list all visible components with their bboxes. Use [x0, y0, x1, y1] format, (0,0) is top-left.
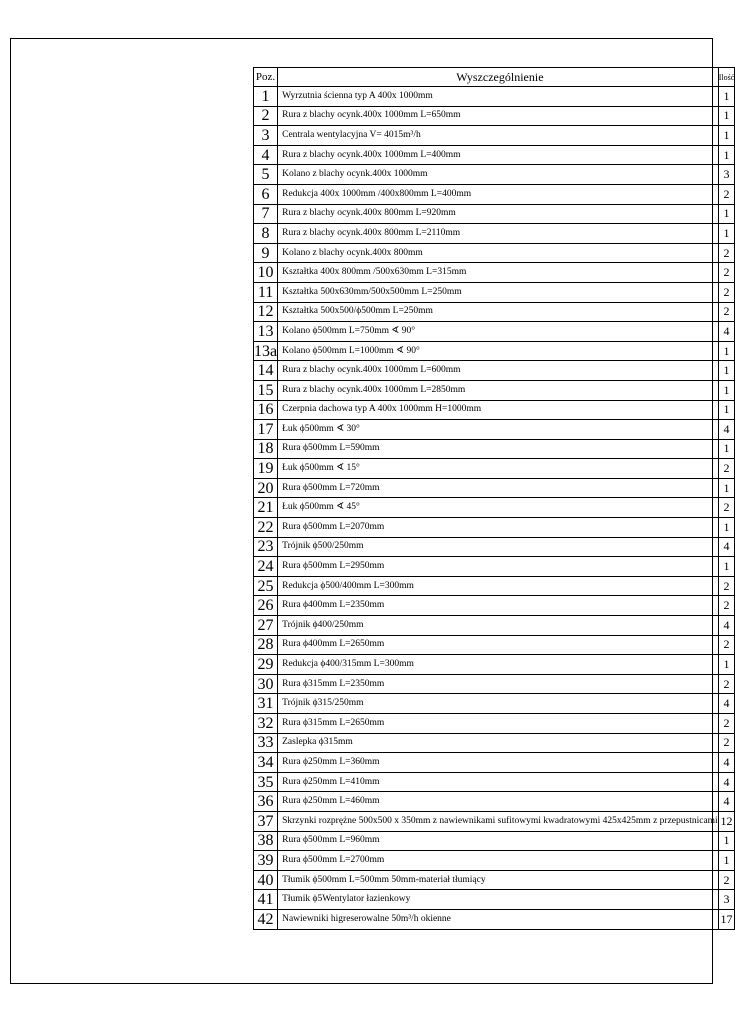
row-position: 40: [254, 870, 278, 890]
row-description: Centrala wentylacyjna V= 4015m³/h: [278, 126, 719, 146]
row-position: 13: [254, 322, 278, 342]
row-quantity: 4: [718, 322, 735, 342]
row-quantity: 4: [718, 772, 735, 792]
row-position: 38: [254, 831, 278, 851]
row-description: Rura z blachy ocynk.400x 800mm L=2110mm: [278, 224, 719, 244]
row-description: Rura ϕ500mm L=720mm: [278, 478, 719, 498]
header-quantity: Ilość: [718, 68, 735, 87]
table-row: [254, 674, 735, 694]
header-poz: Poz.: [254, 68, 278, 87]
row-position: 3: [254, 126, 278, 146]
row-position: 8: [254, 224, 278, 244]
row-description: Rura ϕ500mm L=2700mm: [278, 851, 719, 871]
row-quantity: 4: [718, 753, 735, 773]
row-quantity: 1: [718, 341, 735, 361]
table-row: [254, 224, 735, 244]
row-quantity: 17: [718, 909, 735, 929]
row-description: Kształtka 500x500/ϕ500mm L=250mm: [278, 302, 719, 322]
table-row: [254, 655, 735, 675]
row-quantity: 2: [718, 635, 735, 655]
row-quantity: 12: [718, 811, 735, 831]
table-row: [254, 165, 735, 185]
row-quantity: 1: [718, 106, 735, 126]
table-row: [254, 126, 735, 146]
row-position: 13a: [254, 342, 278, 360]
table-row: [254, 106, 735, 126]
table-row: [254, 851, 735, 871]
row-position: 21: [254, 498, 278, 518]
row-position: 12: [254, 302, 278, 322]
row-position: 35: [254, 772, 278, 792]
table-row: [254, 792, 735, 812]
row-position: 20: [254, 478, 278, 498]
table-row: [254, 596, 735, 616]
row-position: 22: [254, 518, 278, 538]
table-row: [254, 772, 735, 792]
row-description: Czerpnia dachowa typ A 400x 1000mm H=1000mm: [278, 400, 719, 420]
row-quantity: 2: [718, 596, 735, 616]
row-position: 29: [254, 655, 278, 675]
table-row: [254, 439, 735, 459]
row-quantity: 1: [718, 380, 735, 400]
row-position: 11: [254, 282, 278, 302]
row-position: 10: [254, 263, 278, 283]
row-description: Rura ϕ400mm L=2650mm: [278, 635, 719, 655]
table-row: [254, 459, 735, 479]
row-position: 25: [254, 576, 278, 596]
row-description: Redukcja ϕ500/400mm L=300mm: [278, 576, 719, 596]
table-row: [254, 263, 735, 283]
row-quantity: 1: [718, 478, 735, 498]
row-position: 37: [254, 811, 278, 831]
table-row: [254, 616, 735, 636]
row-description: Wyrzutnia ścienna typ A 400x 1000mm: [278, 87, 719, 107]
row-quantity: 2: [718, 674, 735, 694]
table-row: [254, 635, 735, 655]
row-quantity: 2: [718, 184, 735, 204]
row-quantity: 2: [718, 243, 735, 263]
table-row: [254, 282, 735, 302]
table-row: [254, 243, 735, 263]
row-position: 6: [254, 184, 278, 204]
row-description: Kształtka 400x 800mm /500x630mm L=315mm: [278, 263, 719, 283]
row-position: 23: [254, 537, 278, 557]
row-description: Rura ϕ500mm L=590mm: [278, 439, 719, 459]
row-position: 36: [254, 792, 278, 812]
table-row: [254, 831, 735, 851]
table-row: [254, 400, 735, 420]
row-position: 16: [254, 400, 278, 420]
row-quantity: 4: [718, 792, 735, 812]
row-description: Kolano ϕ500mm L=1000mm ∢ 90°: [278, 341, 719, 361]
table-row: [254, 576, 735, 596]
table-row: [254, 714, 735, 734]
row-position: 30: [254, 674, 278, 694]
row-quantity: 2: [718, 459, 735, 479]
row-quantity: 1: [718, 557, 735, 577]
row-description: Rura z blachy ocynk.400x 1000mm L=400mm: [278, 145, 719, 165]
row-position: 17: [254, 420, 278, 440]
table-row: [254, 537, 735, 557]
table-row: [254, 753, 735, 773]
row-position: 28: [254, 635, 278, 655]
row-position: 5: [254, 165, 278, 185]
row-position: 14: [254, 361, 278, 381]
row-position: 2: [254, 106, 278, 126]
table-row: [254, 184, 735, 204]
row-description: Zaslepka ϕ315mm: [278, 733, 719, 753]
row-quantity: 1: [718, 87, 735, 107]
table-row: [254, 909, 735, 929]
row-quantity: 4: [718, 537, 735, 557]
row-description: Rura ϕ315mm L=2650mm: [278, 714, 719, 734]
row-description: Rura z blachy ocynk.400x 1000mm L=650mm: [278, 106, 719, 126]
row-quantity: 1: [718, 439, 735, 459]
row-description: Rura z blachy ocynk.400x 1000mm L=600mm: [278, 361, 719, 381]
row-position: 27: [254, 616, 278, 636]
row-description: Rura ϕ500mm L=960mm: [278, 831, 719, 851]
row-quantity: 1: [718, 224, 735, 244]
row-quantity: 4: [718, 616, 735, 636]
table-row: [254, 204, 735, 224]
row-quantity: 1: [718, 361, 735, 381]
row-position: 42: [254, 909, 278, 929]
row-position: 32: [254, 714, 278, 734]
header-description: Wyszczególnienie: [278, 68, 719, 87]
row-position: 31: [254, 694, 278, 714]
row-position: 7: [254, 204, 278, 224]
table-row: [254, 478, 735, 498]
row-description: Rura ϕ400mm L=2350mm: [278, 596, 719, 616]
row-description: Skrzynki rozprężne 500x500 x 350mm z nawiewnikami sufitowymi kwadratowymi 425x425mm z przepustnicami: [278, 811, 719, 831]
row-description: Rura z blachy ocynk.400x 1000mm L=2850mm: [278, 380, 719, 400]
row-quantity: 1: [718, 831, 735, 851]
row-position: 39: [254, 851, 278, 871]
row-description: Trójnik ϕ315/250mm: [278, 694, 719, 714]
row-description: Kolano z blachy ocynk.400x 1000mm: [278, 165, 719, 185]
row-quantity: 1: [718, 204, 735, 224]
row-position: 1: [254, 87, 278, 107]
table-row: [254, 341, 735, 361]
row-description: Rura z blachy ocynk.400x 800mm L=920mm: [278, 204, 719, 224]
row-position: 18: [254, 439, 278, 459]
row-position: 9: [254, 243, 278, 263]
row-quantity: 4: [718, 420, 735, 440]
table-header-row: [254, 68, 735, 87]
table-row: [254, 361, 735, 381]
row-description: Nawiewniki higreserowalne 50m³/h okienne: [278, 909, 719, 929]
row-description: Rura ϕ250mm L=410mm: [278, 772, 719, 792]
row-quantity: 2: [718, 870, 735, 890]
table-row: [254, 811, 735, 831]
table-row: [254, 420, 735, 440]
row-position: 4: [254, 145, 278, 165]
table-row: [254, 694, 735, 714]
row-quantity: 1: [718, 851, 735, 871]
row-position: 15: [254, 380, 278, 400]
row-quantity: 1: [718, 145, 735, 165]
row-description: Łuk ϕ500mm ∢ 15°: [278, 459, 719, 479]
table-row: [254, 498, 735, 518]
row-description: Łuk ϕ500mm ∢ 45°: [278, 498, 719, 518]
table-row: [254, 380, 735, 400]
row-quantity: 2: [718, 498, 735, 518]
table-row: [254, 322, 735, 342]
row-description: Rura ϕ500mm L=2950mm: [278, 557, 719, 577]
row-position: 33: [254, 733, 278, 753]
row-description: Rura ϕ250mm L=460mm: [278, 792, 719, 812]
row-description: Rura ϕ315mm L=2350mm: [278, 674, 719, 694]
row-quantity: 3: [718, 165, 735, 185]
row-description: Tłumik ϕ5Wentylator łazienkowy: [278, 890, 719, 910]
row-description: Kształtka 500x630mm/500x500mm L=250mm: [278, 282, 719, 302]
row-quantity: 2: [718, 282, 735, 302]
row-description: Trójnik ϕ500/250mm: [278, 537, 719, 557]
row-quantity: 1: [718, 400, 735, 420]
table-row: [254, 890, 735, 910]
row-quantity: 2: [718, 714, 735, 734]
row-description: Rura ϕ500mm L=2070mm: [278, 518, 719, 538]
row-quantity: 3: [718, 890, 735, 910]
row-quantity: 1: [718, 655, 735, 675]
row-description: Łuk ϕ500mm ∢ 30°: [278, 420, 719, 440]
table-row: [254, 87, 735, 107]
row-position: 41: [254, 890, 278, 910]
row-description: Redukcja 400x 1000mm /400x800mm L=400mm: [278, 184, 719, 204]
table-row: [254, 733, 735, 753]
table-row: [254, 557, 735, 577]
row-position: 34: [254, 753, 278, 773]
row-position: 24: [254, 557, 278, 577]
table-row: [254, 302, 735, 322]
table-row: [254, 518, 735, 538]
row-quantity: 1: [718, 126, 735, 146]
row-description: Rura ϕ250mm L=360mm: [278, 753, 719, 773]
table-row: [254, 870, 735, 890]
table-row: [254, 145, 735, 165]
row-quantity: 2: [718, 302, 735, 322]
row-position: 19: [254, 459, 278, 479]
row-quantity: 2: [718, 576, 735, 596]
row-description: Kolano ϕ500mm L=750mm ∢ 90°: [278, 322, 719, 342]
row-description: Redukcja ϕ400/315mm L=300mm: [278, 655, 719, 675]
row-quantity: 2: [718, 263, 735, 283]
row-quantity: 2: [718, 733, 735, 753]
row-quantity: 1: [718, 518, 735, 538]
row-description: Tłumik ϕ500mm L=500mm 50mm-materiał tłumiący: [278, 870, 719, 890]
row-description: Kolano z blachy ocynk.400x 800mm: [278, 243, 719, 263]
specification-table: [253, 67, 735, 930]
row-description: Trójnik ϕ400/250mm: [278, 616, 719, 636]
row-quantity: 4: [718, 694, 735, 714]
row-position: 26: [254, 596, 278, 616]
